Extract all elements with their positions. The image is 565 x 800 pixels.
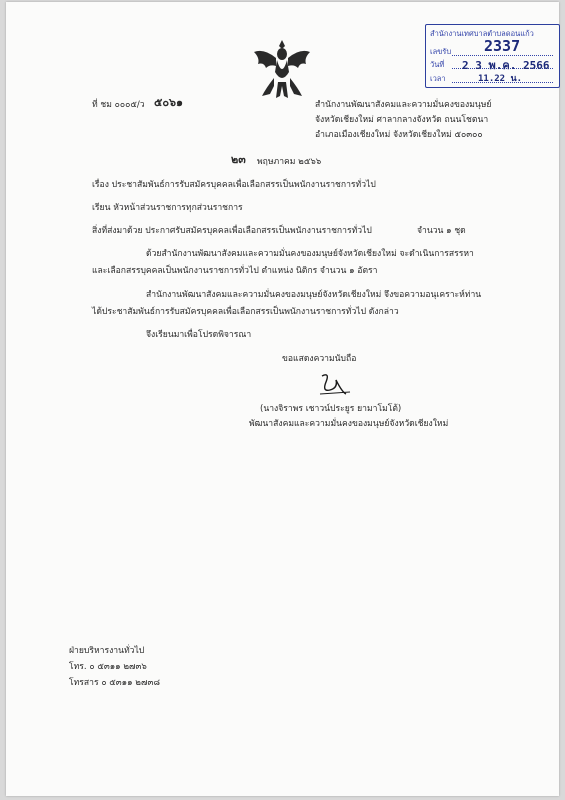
letter-page xyxy=(6,2,559,796)
closing-request: จึงเรียนมาเพื่อโปรดพิจารณา xyxy=(146,330,252,340)
sign-off: ขอแสดงความนับถือ xyxy=(282,354,357,364)
org-address-line-3: อำเภอเมืองเชียงใหม่ จังหวัดเชียงใหม่ ๕๐๓๐๐ xyxy=(315,130,483,140)
signature-icon xyxy=(316,370,356,398)
recipient-line: เรียน หัวหน้าส่วนราชการทุกส่วนราชการ xyxy=(92,203,243,213)
footer-telephone: โทร. ๐ ๕๓๑๑ ๒๗๓๖ xyxy=(69,662,147,672)
paragraph-1-line-2: และเลือกสรรบุคคลเป็นพนักงานราชการทั่วไป ตำแหน่ง นิติกร จำนวน ๑ อัตรา xyxy=(92,266,378,276)
reference-handwritten-number: ๕๐๖๑ xyxy=(154,96,184,109)
org-address-line-1: สำนักงานพัฒนาสังคมและความมั่นคงของมนุษย์ xyxy=(315,100,492,110)
stamp-org: สำนักงานเทศบาลตำบลดอนแก้ว xyxy=(430,29,534,38)
stamp-date-label: วันที่ xyxy=(430,60,445,69)
date-day: ๒๓ xyxy=(231,153,246,166)
stamp-time-value: 11.22 น. xyxy=(478,74,523,84)
date-month-year: พฤษภาคม ๒๕๖๖ xyxy=(257,157,322,167)
paragraph-2-line-1: สำนักงานพัฒนาสังคมและความมั่นคงของมนุษย์จังหวัดเชียงใหม่ จึงขอความอนุเคราะห์ท่าน xyxy=(146,290,482,300)
reference-number: ที่ ชม ๐๐๐๕/ว xyxy=(92,100,145,110)
garuda-emblem-icon xyxy=(252,38,312,100)
signer-title: พัฒนาสังคมและความมั่นคงของมนุษย์จังหวัดเชียงใหม่ xyxy=(249,419,449,429)
subject-line: เรื่อง ประชาสัมพันธ์การรับสมัครบุคคลเพื่อเลือกสรรเป็นพนักงานราชการทั่วไป xyxy=(92,180,376,190)
footer-department: ฝ่ายบริหารงานทั่วไป xyxy=(69,646,145,656)
stamp-date-value: 2 3 พ.ค. 2566 xyxy=(462,59,550,72)
footer-fax: โทรสาร ๐ ๕๓๑๑ ๒๗๓๘ xyxy=(69,678,160,688)
org-address-line-2: จังหวัดเชียงใหม่ ศาลากลางจังหวัด ถนนโชตนา xyxy=(315,115,489,125)
signer-name: (นางจิราพร เชาวน์ประยูร ยามาโมโต้) xyxy=(260,404,402,414)
stamp-receive-no: 2337 xyxy=(484,37,521,55)
enclosure-line: สิ่งที่ส่งมาด้วย ประกาศรับสมัครบุคคลเพื่อเลือกสรรเป็นพนักงานราชการทั่วไป xyxy=(92,226,372,236)
stamp-receive-label: เลขรับ xyxy=(430,47,452,56)
receiving-stamp xyxy=(425,24,560,88)
paragraph-2-line-2: ได้ประชาสัมพันธ์การรับสมัครบุคคลเพื่อเลือกสรรเป็นพนักงานราชการทั่วไป ดังกล่าว xyxy=(92,307,399,317)
paragraph-1-line-1: ด้วยสำนักงานพัฒนาสังคมและความมั่นคงของมนุษย์จังหวัดเชียงใหม่ จะดำเนินการสรรหา xyxy=(146,249,474,259)
enclosure-quantity: จำนวน ๑ ชุด xyxy=(417,226,466,236)
stamp-time-label: เวลา xyxy=(430,74,446,83)
